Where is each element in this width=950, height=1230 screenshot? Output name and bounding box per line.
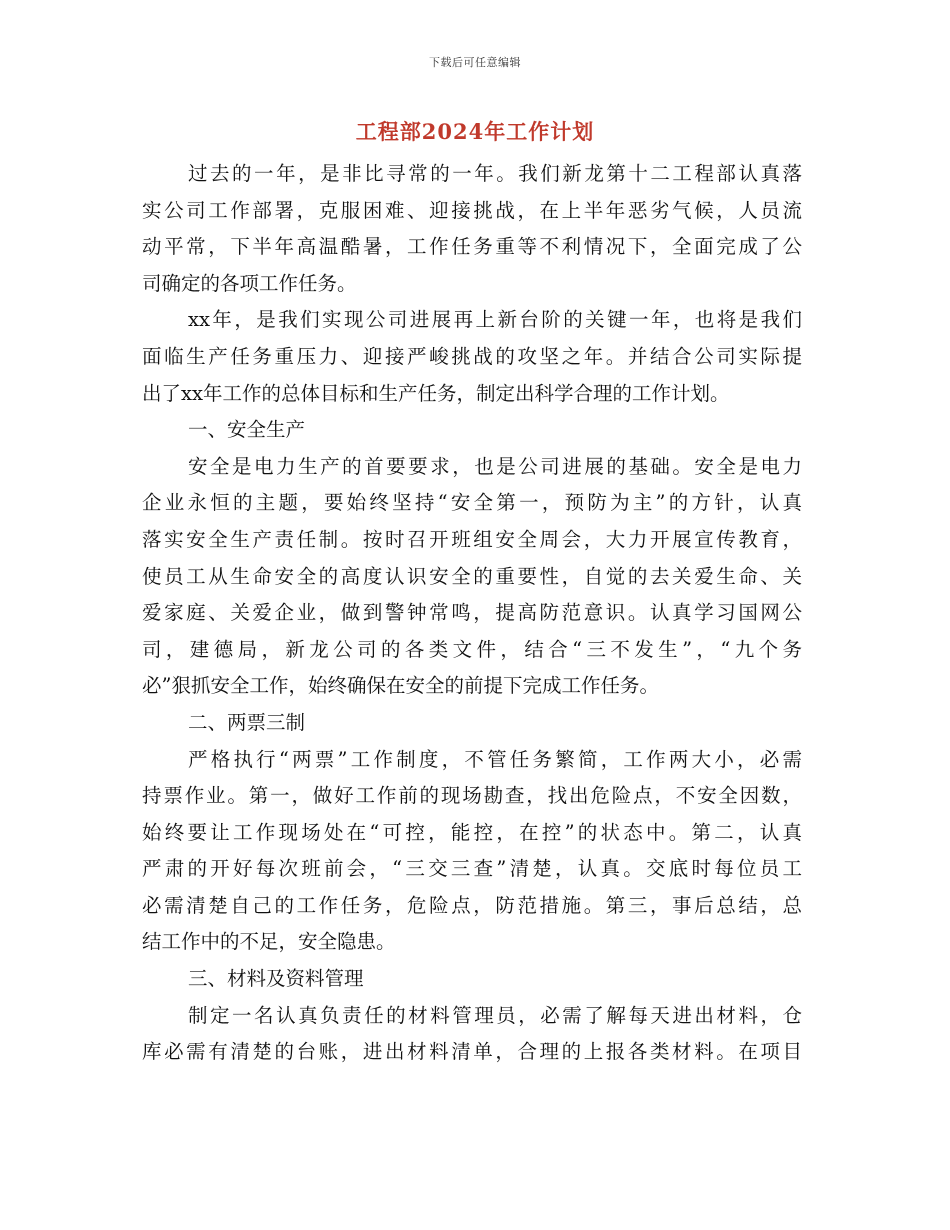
text-line: 实公司工作部署，克服困难、迎接挑战，在上半年恶劣气候，人员流 [142, 198, 802, 222]
text-line: 一、安全生产 [188, 418, 306, 442]
text-line: 结工作中的不足，安全隐患。 [142, 930, 396, 954]
header-note: 下载后可任意编辑 [429, 56, 521, 69]
text-line: 二、两票三制 [188, 710, 306, 734]
text-line: 司确定的各项工作任务。 [142, 271, 357, 295]
document-title: 工程部2024年工作计划 [355, 119, 595, 144]
text-line: 严格执行“两票”工作制度，不管任务繁简，工作两大小，必需 [188, 747, 802, 771]
text-line: 面临生产任务重压力、迎接严峻挑战的攻坚之年。并结合公司实际提 [142, 344, 802, 368]
text-line: 司，建德局，新龙公司的各类文件，结合“三不发生”，“九个务 [142, 637, 802, 661]
text-line: 库必需有清楚的台账，进出材料清单，合理的上报各类材料。在项目 [142, 1040, 802, 1064]
text-line: 出了xx年工作的总体目标和生产任务，制定出科学合理的工作计划。 [142, 381, 730, 405]
text-line: 爱家庭、关爱企业，做到警钟常鸣，提高防范意识。认真学习国网公 [142, 601, 802, 625]
text-line: 安全是电力生产的首要要求，也是公司进展的基础。安全是电力 [188, 454, 802, 478]
text-line: 使员工从生命安全的高度认识安全的重要性，自觉的去关爱生命、关 [142, 564, 802, 588]
text-line: 制定一名认真负责任的材料管理员，必需了解每天进出材料，仓 [188, 1003, 802, 1027]
text-line: 必”狠抓安全工作，始终确保在安全的前提下完成工作任务。 [142, 674, 659, 698]
text-line: 动平常，下半年高温酷暑，工作任务重等不利情况下，全面完成了公 [142, 235, 802, 259]
text-line: 严肃的开好每次班前会，“三交三查”清楚，认真。交底时每位员工 [142, 857, 802, 881]
text-line: 持票作业。第一，做好工作前的现场勘查，找出危险点，不安全因数， [142, 784, 802, 808]
text-line: 企业永恒的主题，要始终坚持“安全第一，预防为主”的方针，认真 [142, 491, 802, 515]
text-line: 始终要让工作现场处在“可控，能控，在控”的状态中。第二，认真 [142, 820, 802, 844]
text-line: xx年，是我们实现公司进展再上新台阶的关键一年，也将是我们 [188, 308, 802, 332]
text-line: 落实安全生产责任制。按时召开班组安全周会，大力开展宣传教育， [142, 527, 802, 551]
text-line: 三、材料及资料管理 [188, 967, 364, 991]
document-body [142, 156, 802, 1071]
text-line: 过去的一年，是非比寻常的一年。我们新龙第十二工程部认真落 [188, 162, 802, 185]
text-line: 必需清楚自己的工作任务，危险点，防范措施。第三，事后总结，总 [142, 893, 802, 917]
